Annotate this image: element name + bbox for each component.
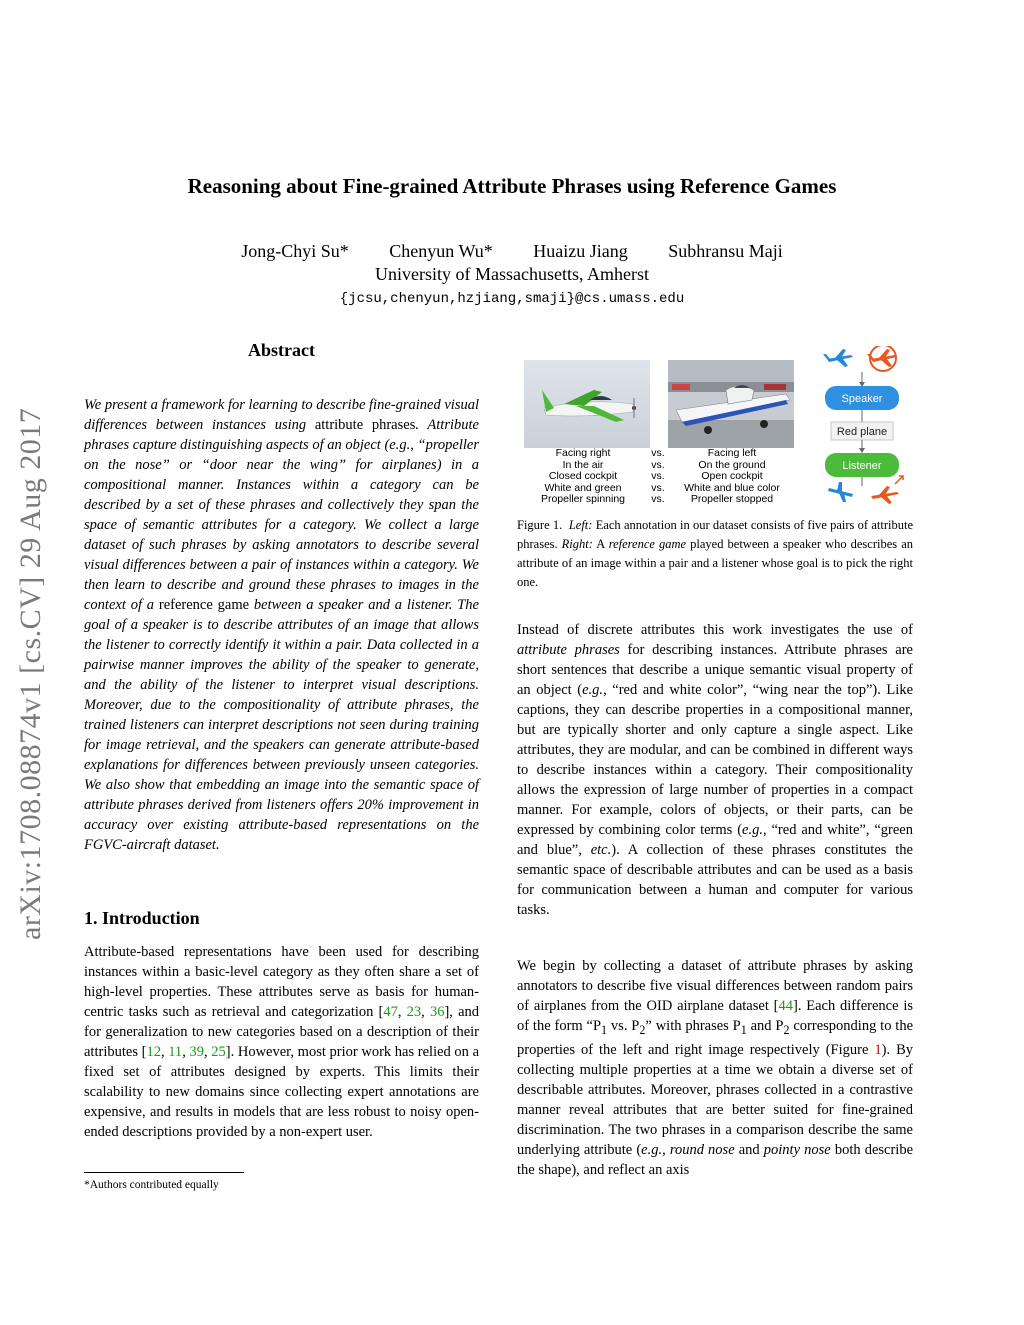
citation-link[interactable]: 44 xyxy=(778,998,793,1014)
left-phrase: Closed cockpit xyxy=(548,470,618,482)
citation-link[interactable]: 12 xyxy=(146,1044,161,1060)
orange-plane-icon xyxy=(871,486,899,504)
arxiv-identifier: arXiv:1708.08874v1 [cs.CV] 29 Aug 2017 xyxy=(14,407,47,940)
listener-label: Listener xyxy=(842,460,882,472)
reference-game-diagram xyxy=(817,346,913,506)
author-email: {jcsu,chenyun,hzjiang,smaji}@cs.umass.edu xyxy=(339,291,685,307)
author-3: Huaizu Jiang xyxy=(533,241,628,261)
citation-link[interactable]: 39 xyxy=(189,1044,204,1060)
right-phrase: Propeller stopped xyxy=(690,493,774,505)
introduction-paragraph: Attribute-based representations have been used for describing instances within a basic-level category as they often share a set of high-level properties. These attributes serve as basis for human-centric tasks such as retrieval and categorization [47, 23, 36], and for generalization to new categories based on a description of their attributes [12, 11, 39, 25]. However, most prior work has relied on a fixed set of attributes designed by experts. This limits their scalability to new domains since collecting expert annotations are expensive, and results in models that are less robust to noisy open-ended descriptions provided by a non-expert user. xyxy=(84,944,480,1140)
abstract-text: We present a framework for learning to describe fine-grained visual differences between instances using attribute phrases. Attribute phrases capture distinguishing aspects of an object (e.g., “propeller on the nose” or “door near the wing” for airplanes) in a compositional manner. Instances within a category can be described by a set of these phrases and collectively they span the space of semantic attributes for a category. We collect a large dataset of such phrases by asking annotators to describe several visual differences between a pair of instances within a category. We then learn to describe and ground these phrases to images in the context of a reference game between a speaker and a listener. The goal of a speaker is to describe attributes of an image that allows the listener to correctly identify it within a pair. Data collected in a pairwise manner improves the ability of the speaker to generate, and the ability of the listener to interpret visual descriptions. Moreover, due to the compositionality of attribute phrases, the trained listeners can interpret descriptions not seen during training for image retrieval, and the speakers can generate attribute-based explanations for differences between previously unseen categories. We also show that embedding an image into the semantic space of attribute phrases derived from listeners offers 20% improvement in accuracy over existing attribute-based representations on the FGVC-aircraft dataset. xyxy=(84,397,479,853)
figure-reference-link[interactable]: 1 xyxy=(874,1041,882,1058)
citation-link[interactable]: 36 xyxy=(429,1004,445,1020)
citation-link[interactable]: 25 xyxy=(211,1044,226,1060)
footnote: *Authors contributed equally xyxy=(84,1179,219,1191)
figure-1 xyxy=(517,346,913,506)
speaker-label: Speaker xyxy=(841,393,883,405)
right-column-paragraph-1: Instead of discrete attributes this work investigates the use of attribute phrases for describing instances. Attribute phrases are short sentences that describe a unique semantic visual property of an object (e.g., “red and white color”, “wing near the top”). Like captions, they can describe properties in a compositional manner, but are typically shorter and only capture a single aspect. Like attributes, they are modular, and can be combined in different ways to describe instances within a category. Their compositionality allows the expression of large number of properties in a compact manner. For example, colors of objects, or their parts, can be expressed by combining color terms (e.g., “red and white”, “green and blue”, etc.). A collection of these phrases constitutes the semantic space of describable attributes and can be used as a basis for communication between a human and computer for various tasks. xyxy=(517,622,913,918)
citation-link[interactable]: 23 xyxy=(406,1004,422,1020)
vs-label: vs. xyxy=(651,447,665,459)
author-1: Jong-Chyi Su* xyxy=(241,241,349,261)
right-phrase: White and blue color xyxy=(684,481,780,494)
paper-title: Reasoning about Fine-grained Attribute Phrases using Reference Games xyxy=(187,174,837,198)
vs-label: vs. xyxy=(651,470,665,482)
vs-label: vs. xyxy=(651,493,665,505)
affiliation: University of Massachusetts, Amherst xyxy=(375,264,649,284)
citation-link[interactable]: 47 xyxy=(383,1004,398,1020)
abstract-heading: Abstract xyxy=(248,340,315,360)
vs-column xyxy=(645,448,671,506)
left-phrase: Propeller spinning xyxy=(540,493,626,505)
right-phrase-column xyxy=(673,448,791,506)
left-phrase: In the air xyxy=(562,458,604,471)
right-phrase: On the ground xyxy=(698,458,766,471)
airplane-in-air-photo xyxy=(524,360,650,448)
right-phrase: Open cockpit xyxy=(701,470,763,482)
right-phrase: Facing left xyxy=(707,447,757,459)
author-2: Chenyun Wu* xyxy=(389,241,493,261)
vs-label: vs. xyxy=(651,458,665,471)
section-heading-introduction: 1. Introduction xyxy=(84,908,200,928)
vs-label: vs. xyxy=(651,481,665,494)
footnote-rule xyxy=(84,1172,244,1173)
utterance-label: Red plane xyxy=(836,426,888,438)
left-phrase-column xyxy=(525,448,641,506)
left-phrase: White and green xyxy=(544,481,622,494)
author-list xyxy=(0,241,1024,262)
airplane-on-ground-photo xyxy=(668,360,794,448)
left-phrase: Facing right xyxy=(555,447,611,459)
right-column-paragraph-2: We begin by collecting a dataset of attribute phrases by asking annotators to describe five visual differences between random pairs of airplanes from the OID airplane dataset [44]. Each difference is of the form “$P_1$ vs. $P_2$” with phrases $P_1$ and $P_2$ corresponding to the properties of the left and right image respectively (Figure 1). By collecting multiple properties at a time we obtain a diverse set of describable attributes. Moreover, phrases collected in a contrastive manner reveal attributes that are better suited for fine-grained discrimination. The two phrases in a comparison describe the same underlying attribute (e.g., round nose and pointy nose both describe the shape), and reflect an axis xyxy=(517,958,914,1178)
citation-link[interactable]: 11 xyxy=(168,1044,183,1060)
blue-plane-icon xyxy=(823,349,853,367)
figure-1-caption: Figure 1. Left: Each annotation in our dataset consists of five pairs of attribute phrases. Right: A reference game played between a speaker who describes an attribute of an image within a pair and a listener whose goal is to pick the right one. xyxy=(517,518,914,589)
author-4: Subhransu Maji xyxy=(668,241,783,261)
blue-plane-icon xyxy=(828,482,853,502)
